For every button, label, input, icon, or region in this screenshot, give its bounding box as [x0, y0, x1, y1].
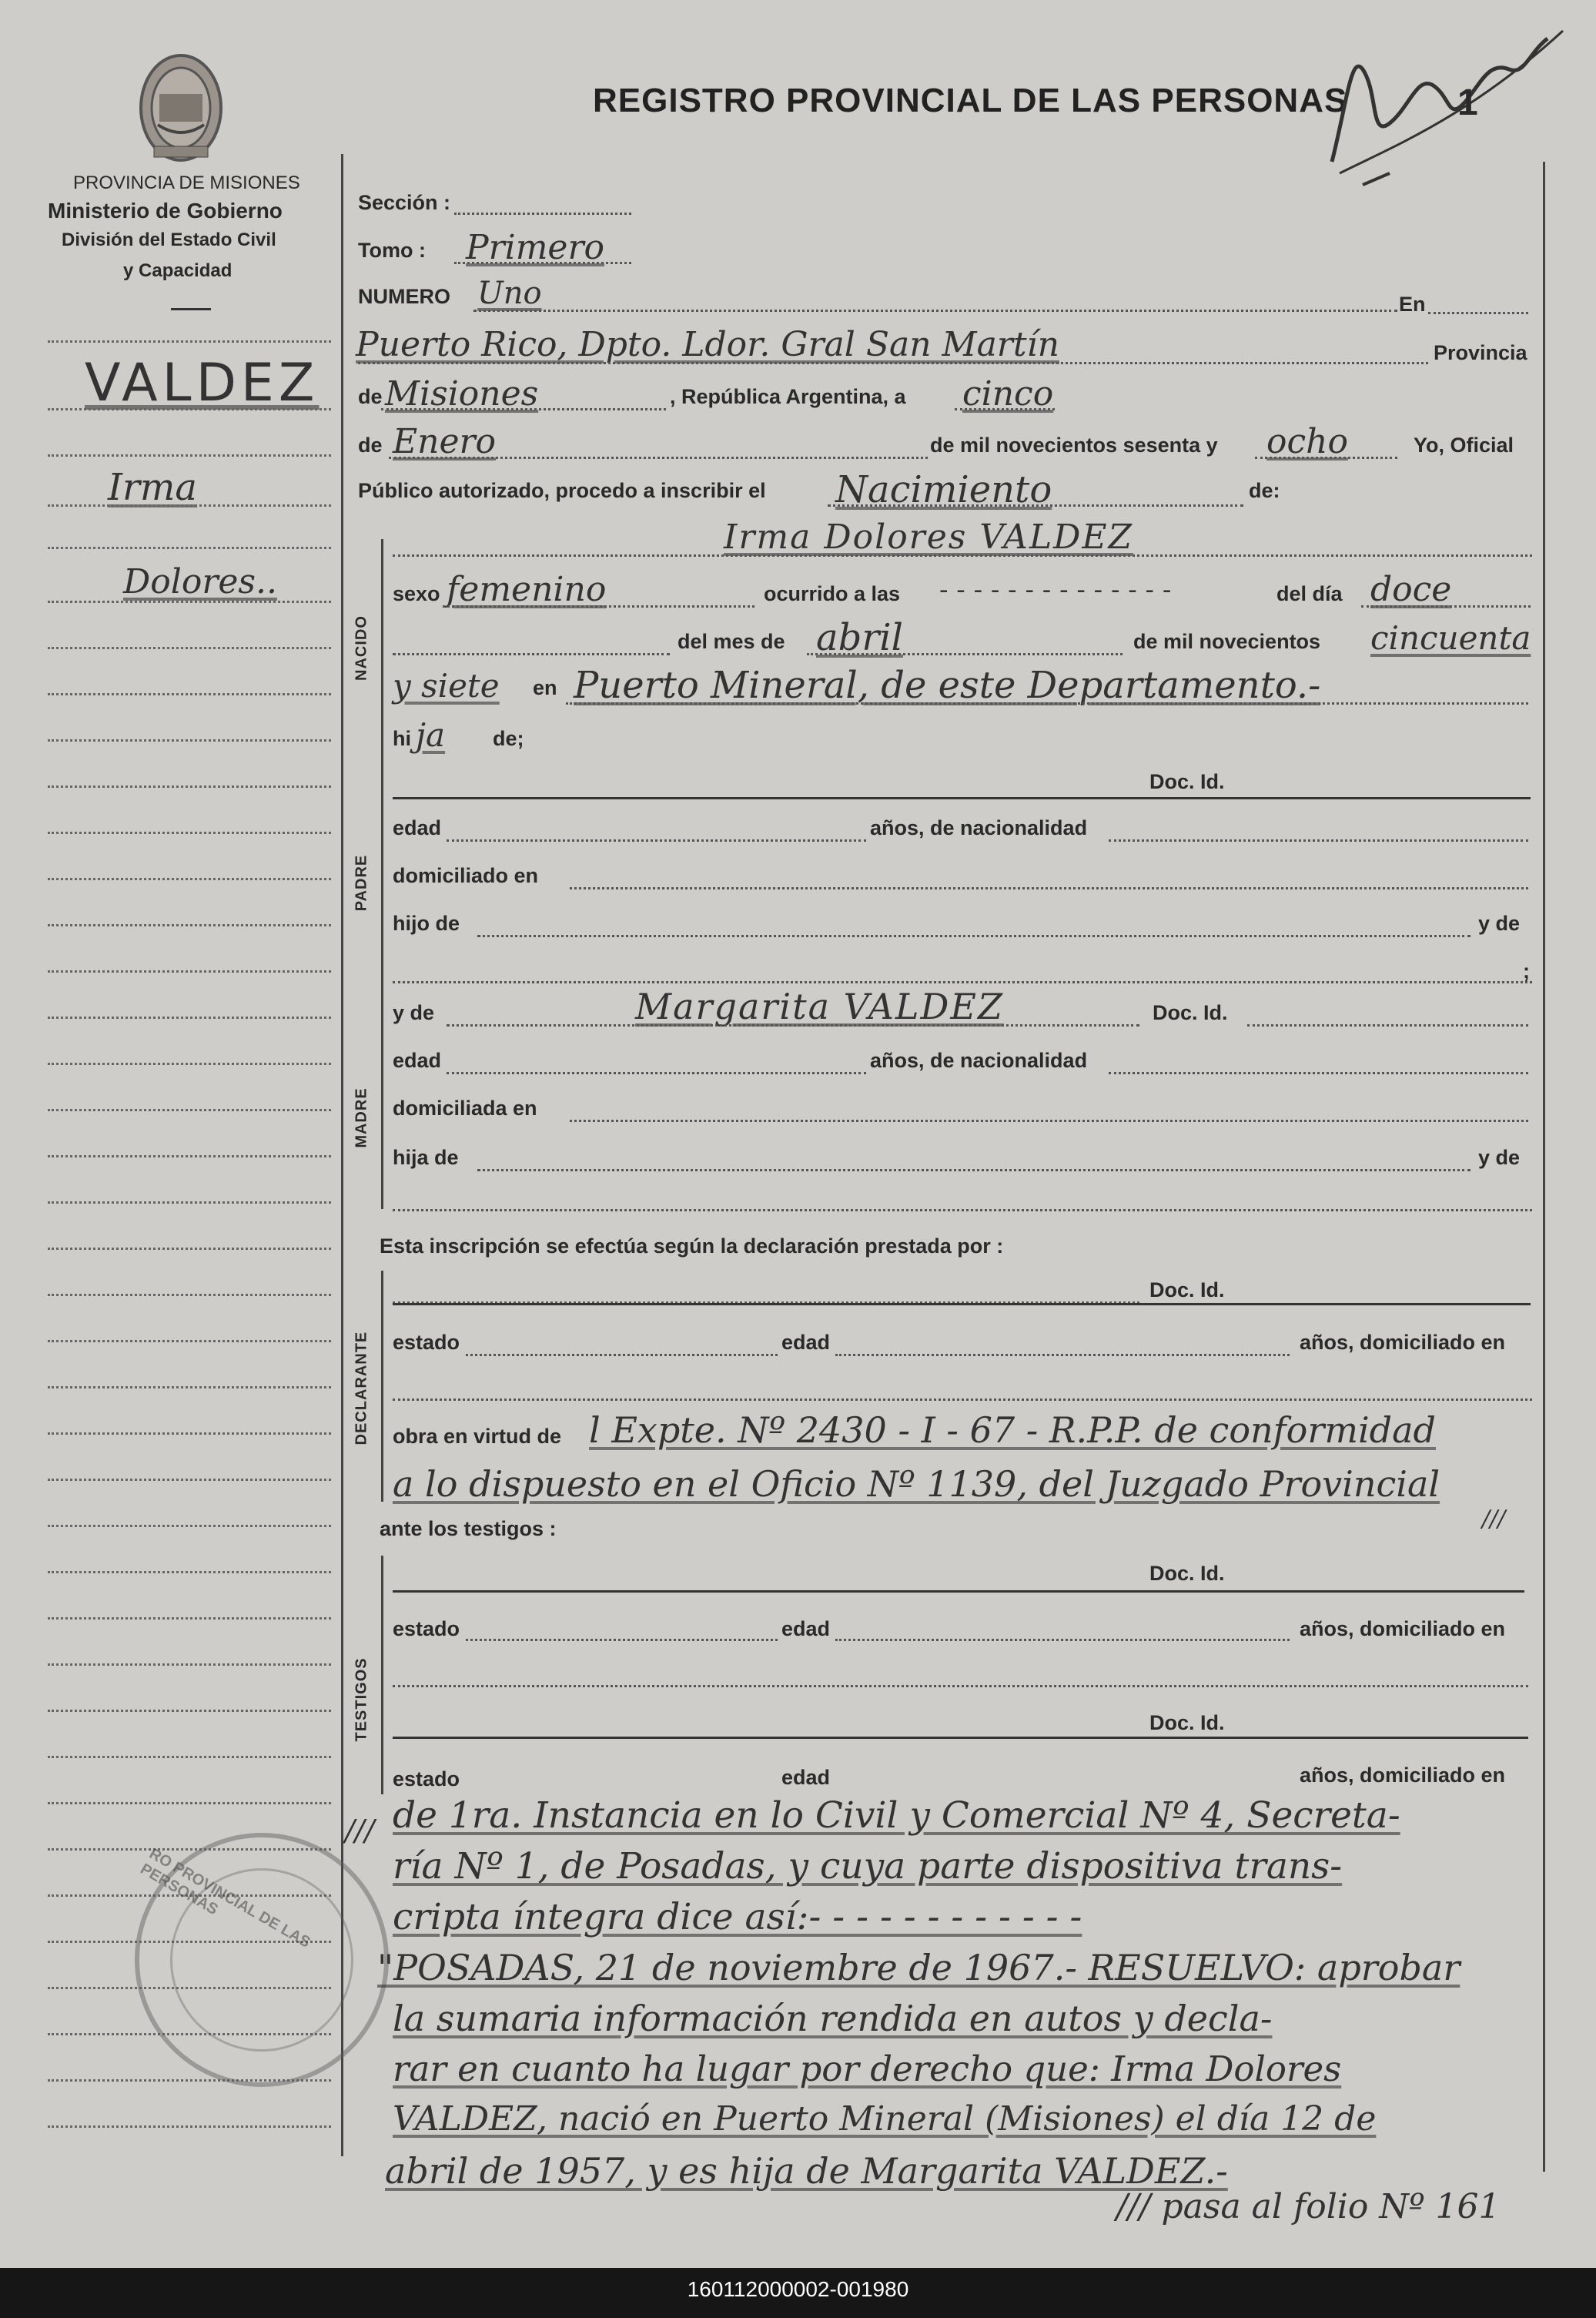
- declarante-domicilio-label: años, domiciliado en: [1300, 1331, 1506, 1354]
- de-colon-label: de:: [1249, 479, 1280, 502]
- padre-edad-label: edad: [393, 816, 442, 839]
- obra-label: obra en virtud de: [393, 1425, 562, 1448]
- annotation-line-4: "POSADAS, 21 de noviembre de 1967.- RESUELVO: aprobar: [377, 1947, 1460, 1988]
- nacido-label: NACIDO: [353, 615, 370, 681]
- del-mes-label: del mes de: [678, 630, 785, 653]
- seccion-field: [454, 213, 631, 215]
- right-margin-line: [1543, 162, 1545, 2172]
- margin-rule: [48, 1063, 331, 1065]
- margin-rule: [48, 601, 331, 603]
- padre-nacionalidad-label: años, de nacionalidad: [870, 816, 1088, 839]
- padre-yde-label: y de: [1478, 912, 1521, 935]
- coat-of-arms-logo: [135, 48, 227, 167]
- en-born-label: en: [533, 676, 557, 699]
- sexo-value: femenino: [447, 570, 607, 609]
- madre-bracket: [381, 993, 383, 1209]
- header-divider: [171, 308, 211, 310]
- margin-rule: [48, 878, 331, 880]
- margin-rule: [48, 1294, 331, 1296]
- day-field: [955, 408, 1055, 410]
- margin-rule: [48, 832, 331, 834]
- day-value: cinco: [962, 374, 1054, 414]
- left-margin-line: [341, 154, 343, 2156]
- numero-field: [473, 310, 1397, 312]
- annotation-line-1: de 1ra. Instancia en lo Civil y Comercial Nº 4, Secreta-: [393, 1794, 1400, 1837]
- obra-value-1: l Expte. Nº 2430 - I - 67 - R.P.P. de conformidad: [589, 1409, 1437, 1451]
- act-field: [828, 504, 1243, 507]
- sexo-label: sexo: [393, 582, 440, 605]
- testigo1-doc-label: Doc. Id.: [1149, 1562, 1225, 1585]
- margin-rule: [48, 1201, 331, 1204]
- margin-rule: [48, 786, 331, 788]
- annotation-line-2: ría Nº 1, de Posadas, y cuya parte dispositiva trans-: [393, 1845, 1343, 1888]
- madre-edad-field: [447, 1072, 866, 1074]
- de-label-2: de: [358, 434, 383, 457]
- margin-rule: [48, 2125, 331, 2128]
- margin-rule: [48, 340, 331, 343]
- numero-label: NUMERO: [358, 285, 450, 308]
- province-value: Misiones: [385, 374, 539, 414]
- capacity-header: y Capacidad: [123, 260, 233, 281]
- padre-yde-field: [393, 981, 1532, 983]
- declarante-label: DECLARANTE: [353, 1331, 370, 1445]
- testigo2-domicilio-label: años, domiciliado en: [1300, 1764, 1506, 1787]
- annotation-marker: ///: [345, 1814, 375, 1847]
- testigos-bracket: [381, 1556, 383, 1794]
- declaration-intro: Esta inscripción se efectúa según la declaración prestada por :: [380, 1234, 1004, 1258]
- padre-hijo-field: [477, 935, 1471, 937]
- margin-rule: [48, 1340, 331, 1342]
- annotation-line-7: VALDEZ, nació en Puerto Mineral (Misiones) el día 12 de: [393, 2099, 1377, 2139]
- dia-value: doce: [1370, 570, 1452, 609]
- seccion-label: Sección :: [358, 191, 451, 214]
- margin-rule: [48, 970, 331, 973]
- margin-rule: [48, 1710, 331, 1712]
- madre-hija-label: hija de: [393, 1146, 459, 1169]
- testigo1-domicilio-label: años, domiciliado en: [1300, 1617, 1506, 1640]
- tomo-value: Primero: [466, 228, 604, 267]
- madre-doc-field: [1247, 1024, 1528, 1027]
- margin-rule: [48, 547, 331, 549]
- year-label: de mil novecientos sesenta y: [930, 434, 1218, 457]
- ministry-header: Ministerio de Gobierno: [48, 199, 283, 223]
- testigos-label: TESTIGOS: [353, 1657, 370, 1742]
- padre-label: PADRE: [353, 854, 370, 912]
- testigo1-top-rule: [393, 1590, 1524, 1593]
- sexo-field: [443, 605, 755, 608]
- margin-rule: [48, 1617, 331, 1620]
- margin-rule: [48, 1248, 331, 1250]
- margin-rule: [48, 647, 331, 649]
- declarante-edad-label: edad: [781, 1331, 831, 1354]
- margin-rule: [48, 408, 331, 410]
- stamp-text: RO PROVINCIAL DE LAS PERSONAS: [137, 1845, 313, 1951]
- en-field: [1428, 312, 1528, 314]
- division-header: División del Estado Civil: [62, 229, 276, 250]
- madre-yde-label: y de: [393, 1001, 435, 1024]
- padre-doc-label: Doc. Id.: [1149, 770, 1225, 793]
- testigo2-doc-label: Doc. Id.: [1149, 1711, 1225, 1734]
- born-place-value: Puerto Mineral, de este Departamento.-: [574, 664, 1321, 707]
- page-title: REGISTRO PROVINCIAL DE LAS PERSONAS: [593, 82, 1348, 119]
- year-value-b: y siete: [393, 667, 500, 705]
- testigo1-extra-field: [393, 1685, 1528, 1687]
- act-value: Nacimiento: [835, 468, 1052, 511]
- margin-rule: [48, 1802, 331, 1804]
- month-value: Enero: [393, 422, 497, 461]
- mes-prefix-field: [393, 653, 670, 655]
- madre-hija-field: [477, 1169, 1471, 1171]
- place-field: [358, 362, 1428, 364]
- del-dia-label: del día: [1276, 582, 1343, 605]
- month-field: [389, 457, 928, 459]
- republica-label: , República Argentina, a: [670, 385, 906, 408]
- mes-value: abril: [816, 616, 903, 659]
- en-label: En: [1399, 293, 1426, 316]
- provincia-label: Provincia: [1434, 341, 1527, 364]
- testigos-intro: ante los testigos :: [380, 1517, 557, 1540]
- hijo-prefix: hi: [393, 727, 411, 750]
- footer-id: 160112000002-001980: [687, 2277, 909, 2301]
- margin-first-name: Irma: [108, 466, 198, 509]
- publico-label: Público autorizado, procedo a inscribir el: [358, 479, 766, 502]
- numero-value: Uno: [477, 276, 542, 311]
- hour-value: - - - - - - - - - - - - - -: [939, 574, 1172, 605]
- madre-yde-label-2: y de: [1478, 1146, 1521, 1169]
- margin-rule: [48, 1663, 331, 1666]
- ocurrido-label: ocurrido a las: [764, 582, 901, 605]
- testigo1-estado-field: [466, 1639, 778, 1641]
- annotation-line-8: abril de 1957, y es hija de Margarita VALDEZ.-: [385, 2150, 1228, 2192]
- madre-nacionalidad-label: años, de nacionalidad: [870, 1049, 1088, 1072]
- margin-rule: [48, 693, 331, 695]
- padre-hijo-label: hijo de: [393, 912, 460, 935]
- footer-bar: [0, 2268, 1596, 2318]
- margin-rule: [48, 1525, 331, 1527]
- declarante-doc-label: Doc. Id.: [1149, 1278, 1225, 1301]
- madre-extra-field: [393, 1209, 1532, 1211]
- padre-domicilio-field: [570, 887, 1528, 889]
- testigo1-estado-label: estado: [393, 1617, 460, 1640]
- province-field: [381, 408, 666, 410]
- padre-domicilio-label: domiciliado en: [393, 864, 539, 887]
- margin-rule: [48, 1432, 331, 1435]
- declarante-edad-field: [835, 1354, 1290, 1356]
- nacido-bracket: [381, 539, 383, 770]
- padre-edad-field: [447, 839, 866, 842]
- year-value-a: cincuenta: [1370, 619, 1531, 657]
- oficial-label: Yo, Oficial: [1414, 434, 1514, 457]
- madre-nacionalidad-field: [1109, 1072, 1528, 1074]
- padre-nacionalidad-field: [1109, 839, 1528, 842]
- margin-rule: [48, 739, 331, 742]
- tomo-label: Tomo :: [358, 239, 426, 262]
- de-label: de: [358, 385, 383, 408]
- madre-domicilio-field: [570, 1120, 1528, 1122]
- declarante-extra-field: [393, 1399, 1532, 1401]
- dia-field: [1361, 605, 1531, 608]
- mil-label: de mil novecientos: [1133, 630, 1321, 653]
- testigo2-estado-label: estado: [393, 1767, 460, 1790]
- madre-name-value: Margarita VALDEZ: [635, 986, 1004, 1027]
- declarante-estado-field: [466, 1354, 778, 1356]
- obra-value-2: a lo dispuesto en el Oficio Nº 1139, del Juzgado Provincial: [393, 1463, 1440, 1505]
- annotation-line-3: cripta íntegra dice así:- - - - - - - - - - - -: [393, 1896, 1082, 1938]
- annotation-line-5: la sumaria información rendida en autos y decla-: [393, 1998, 1273, 2039]
- madre-doc-label: Doc. Id.: [1153, 1001, 1228, 1024]
- page-number: 1: [1457, 82, 1478, 123]
- declarante-top-rule: [393, 1303, 1531, 1305]
- year-field: [1255, 457, 1397, 459]
- padre-top-rule: [393, 797, 1531, 799]
- margin-rule: [48, 1017, 331, 1019]
- declarante-bracket: [381, 1271, 383, 1502]
- hijo-de-label: de;: [493, 727, 524, 750]
- folio-note: /// pasa al folio Nº 161: [1116, 2187, 1501, 2226]
- margin-rule: [48, 1479, 331, 1481]
- testigo1-edad-field: [835, 1639, 1290, 1641]
- official-stamp: [135, 1833, 389, 2087]
- obra-continuation: ///: [1482, 1506, 1506, 1532]
- margin-second-name: Dolores..: [123, 562, 277, 601]
- margin-rule: [48, 1155, 331, 1157]
- born-place-field: [566, 702, 1528, 705]
- declarante-estado-label: estado: [393, 1331, 460, 1354]
- padre-semicolon: ;: [1523, 960, 1530, 983]
- testigo2-edad-label: edad: [781, 1766, 831, 1789]
- margin-rule: [48, 504, 331, 507]
- province-header: PROVINCIA DE MISIONES: [73, 173, 300, 193]
- madre-edad-label: edad: [393, 1049, 442, 1072]
- margin-rule: [48, 924, 331, 926]
- margin-rule: [48, 1756, 331, 1758]
- madre-name-field: [447, 1024, 1139, 1027]
- madre-label: MADRE: [353, 1087, 370, 1148]
- testigo2-top-rule: [393, 1737, 1528, 1739]
- margin-rule: [48, 1571, 331, 1573]
- testigo1-edad-label: edad: [781, 1617, 831, 1640]
- mes-field: [807, 653, 1123, 655]
- year-value: ocho: [1266, 422, 1348, 461]
- born-full-name: Irma Dolores VALDEZ: [724, 518, 1134, 557]
- margin-rule: [48, 1386, 331, 1388]
- hijo-value: ja: [416, 716, 446, 754]
- padre-bracket: [381, 770, 383, 993]
- place-value: Puerto Rico, Dpto. Ldor. Gral San Martín: [356, 325, 1059, 364]
- madre-domicilio-label: domiciliada en: [393, 1097, 537, 1120]
- tomo-field: [454, 262, 631, 264]
- margin-surname: VALDEZ: [85, 353, 320, 414]
- margin-rule: [48, 454, 331, 457]
- margin-rule: [48, 1109, 331, 1111]
- born-name-field: [393, 554, 1532, 557]
- signature: [1317, 8, 1578, 193]
- annotation-line-6: rar en cuanto ha lugar por derecho que: Irma Dolores: [393, 2048, 1342, 2089]
